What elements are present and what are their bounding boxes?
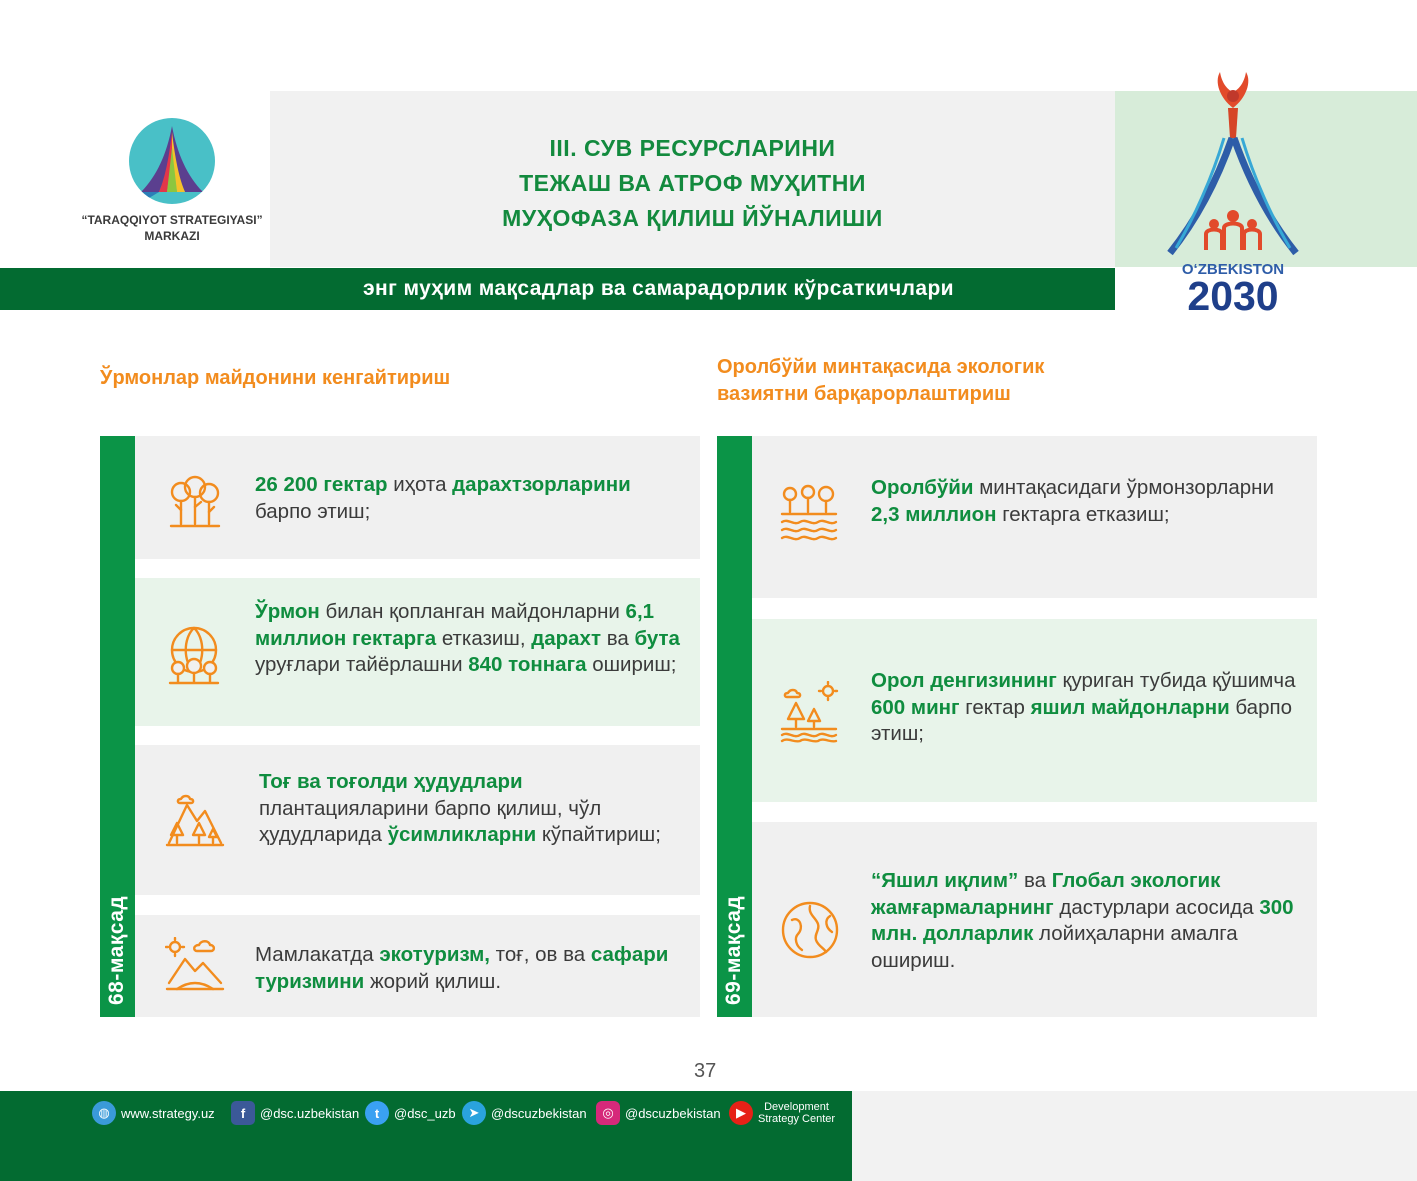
- globe-icon: ◍: [92, 1101, 116, 1125]
- instagram-icon: ◎: [596, 1101, 620, 1125]
- footer-link-website-text: www.strategy.uz: [121, 1105, 215, 1121]
- title-line-2: ТЕЖАШ ВА АТРОФ МУҲИТНИ: [519, 170, 866, 196]
- goal-68-card-4: [135, 915, 700, 1017]
- body-text: ва: [1018, 869, 1052, 892]
- title-line-3: МУҲОФАЗА ҚИЛИШ ЙЎНАЛИШИ: [502, 205, 883, 231]
- highlight-text: 2,3 миллион: [871, 502, 997, 526]
- goal-69-bar: [717, 436, 752, 1017]
- title-line-1: III. СУВ РЕСУРСЛАРИНИ: [549, 135, 836, 161]
- highlight-text: бута: [634, 626, 680, 650]
- highlight-text: дарахтзорларини: [452, 473, 631, 496]
- trees-water-icon: [778, 484, 840, 549]
- body-text: гектар: [959, 695, 1031, 719]
- body-text: ошириш;: [586, 653, 677, 676]
- body-text: уруғлари тайёрлашни: [255, 653, 469, 676]
- highlight-text: 26 200 гектар: [255, 473, 388, 496]
- goal-69-card-3-text: [871, 868, 1311, 974]
- page-number: 37: [694, 1060, 717, 1082]
- highlight-text: 840 тоннага: [468, 653, 587, 676]
- highlight-text: 600 минг: [871, 695, 960, 719]
- goal-69-card-2-text: [871, 668, 1311, 748]
- goal-68-card-1: [135, 436, 700, 559]
- highlight-text: Оролбўйи: [871, 476, 974, 499]
- body-text: ва: [601, 626, 635, 650]
- footer-link-telegram-text: @dscuzbekistan: [491, 1105, 587, 1121]
- footer-link-youtube[interactable]: [729, 1101, 835, 1125]
- body-text: плантацияларини барпо қилиш, чўл ҳудудларида: [259, 796, 602, 846]
- highlight-text: Тоғ ва тоғолди ҳудудлари: [259, 770, 523, 793]
- body-text: лойиҳаларни амалга ошириш.: [871, 922, 1238, 972]
- org-logo: [72, 118, 272, 244]
- facebook-icon: f: [231, 1101, 255, 1125]
- goal-68-card-3-text: [259, 769, 679, 849]
- body-text: қуриган тубида қўшимча: [1056, 669, 1296, 692]
- mountain-sun-icon: [165, 937, 225, 998]
- body-text: тоғ, ов ва: [489, 943, 591, 966]
- highlight-text: экотуризм,: [379, 943, 490, 966]
- green-climate-icon: [780, 900, 840, 965]
- telegram-icon: ➤: [462, 1101, 486, 1125]
- footer-link-website[interactable]: [92, 1101, 215, 1125]
- footer-link-facebook-text: @dsc.uzbekistan: [260, 1105, 360, 1121]
- goal-69-card-3: [752, 822, 1317, 1017]
- subtitle: энг муҳим мақсадлар ва самарадорлик кўрсаткичлари: [363, 277, 954, 300]
- body-text: иҳота: [387, 473, 453, 496]
- mountain-trees-icon: [165, 791, 225, 854]
- sea-bed-trees-icon: [778, 681, 840, 748]
- footer-link-twitter[interactable]: [365, 1101, 456, 1125]
- body-text: барпо этиш;: [255, 499, 371, 523]
- globe-trees-icon: [165, 624, 223, 691]
- goal-69-card-2: [752, 619, 1317, 802]
- uzbekistan-2030-logo: [1148, 68, 1318, 318]
- footer-link-facebook[interactable]: [231, 1101, 359, 1125]
- body-text: кўпайтириш;: [536, 823, 661, 846]
- goal-68-card-3: [135, 745, 700, 895]
- highlight-text: сафари туризмини: [255, 943, 669, 993]
- youtube-icon: ▶: [729, 1101, 753, 1125]
- body-text: минтақасидаги ўрмонзорларни: [973, 476, 1274, 499]
- highlight-text: 300 млн. долларлик: [871, 895, 1294, 945]
- title-box: [270, 91, 1115, 267]
- body-text: жорий қилиш.: [364, 969, 502, 993]
- right-heading-line-1: Оролбўйи минтақасида экологик: [717, 356, 1045, 378]
- goal-68-card-2: [135, 578, 700, 726]
- body-text: гектарга етказиш;: [996, 502, 1170, 526]
- brand-year: 2030: [1187, 273, 1279, 318]
- subtitle-bar: [0, 268, 1115, 310]
- youtube-line-1: Development: [764, 1101, 829, 1113]
- youtube-line-2: Strategy Center: [758, 1113, 836, 1125]
- body-text: барпо этиш;: [871, 695, 1292, 745]
- goal-69-label: 69-мақсад: [721, 895, 745, 1005]
- goal-68-card-1-text: [255, 472, 675, 525]
- body-text: Мамлакатда: [255, 943, 380, 966]
- goal-69-card-1-text: [871, 475, 1301, 528]
- page-title: [270, 131, 1115, 236]
- goal-68-card-2-text: [255, 599, 695, 679]
- highlight-text: ўсимликларни: [387, 823, 537, 846]
- highlight-text: яшил майдонларни: [1030, 695, 1230, 719]
- highlight-text: “Яшил иқлим”: [871, 869, 1019, 892]
- highlight-text: 6,1 миллион гектарга: [255, 600, 655, 650]
- goal-68-card-4-text: [255, 942, 685, 995]
- footer-link-telegram[interactable]: [462, 1101, 587, 1125]
- twitter-icon: t: [365, 1101, 389, 1125]
- left-section-heading: Ўрмонлар майдонини кенгайтириш: [100, 367, 451, 389]
- body-text: етказиш,: [436, 626, 532, 650]
- body-text: билан қопланган майдонларни: [319, 600, 626, 623]
- brand-word: O‘ZBEKISTON: [1181, 261, 1285, 278]
- goal-68-label: 68-мақсад: [104, 895, 128, 1005]
- highlight-text: Ўрмон: [255, 600, 320, 623]
- highlight-text: дарахт: [531, 626, 601, 650]
- tent-logo-icon: [129, 118, 215, 204]
- footer-link-instagram[interactable]: [596, 1101, 721, 1125]
- forest-trees-icon: [165, 474, 223, 537]
- highlight-text: Глобал экологик жамғармаларнинг: [871, 869, 1221, 919]
- footer-gray-panel: [852, 1091, 1417, 1181]
- org-name-line2: MARKAZI: [144, 229, 200, 243]
- goal-69-card-1: [752, 436, 1317, 598]
- footer-link-twitter-text: @dsc_uzb: [394, 1105, 456, 1121]
- highlight-text: Орол денгизининг: [871, 669, 1057, 692]
- org-name-line1: “TARAQQIYOT STRATEGIYASI”: [81, 213, 263, 227]
- goal-68-bar: [100, 436, 135, 1017]
- footer-link-instagram-text: @dscuzbekistan: [625, 1105, 721, 1121]
- body-text: дастурлари асосида: [1053, 895, 1260, 919]
- right-section-heading: [717, 354, 1044, 408]
- right-heading-line-2: вазиятни барқарорлаштириш: [717, 383, 1011, 405]
